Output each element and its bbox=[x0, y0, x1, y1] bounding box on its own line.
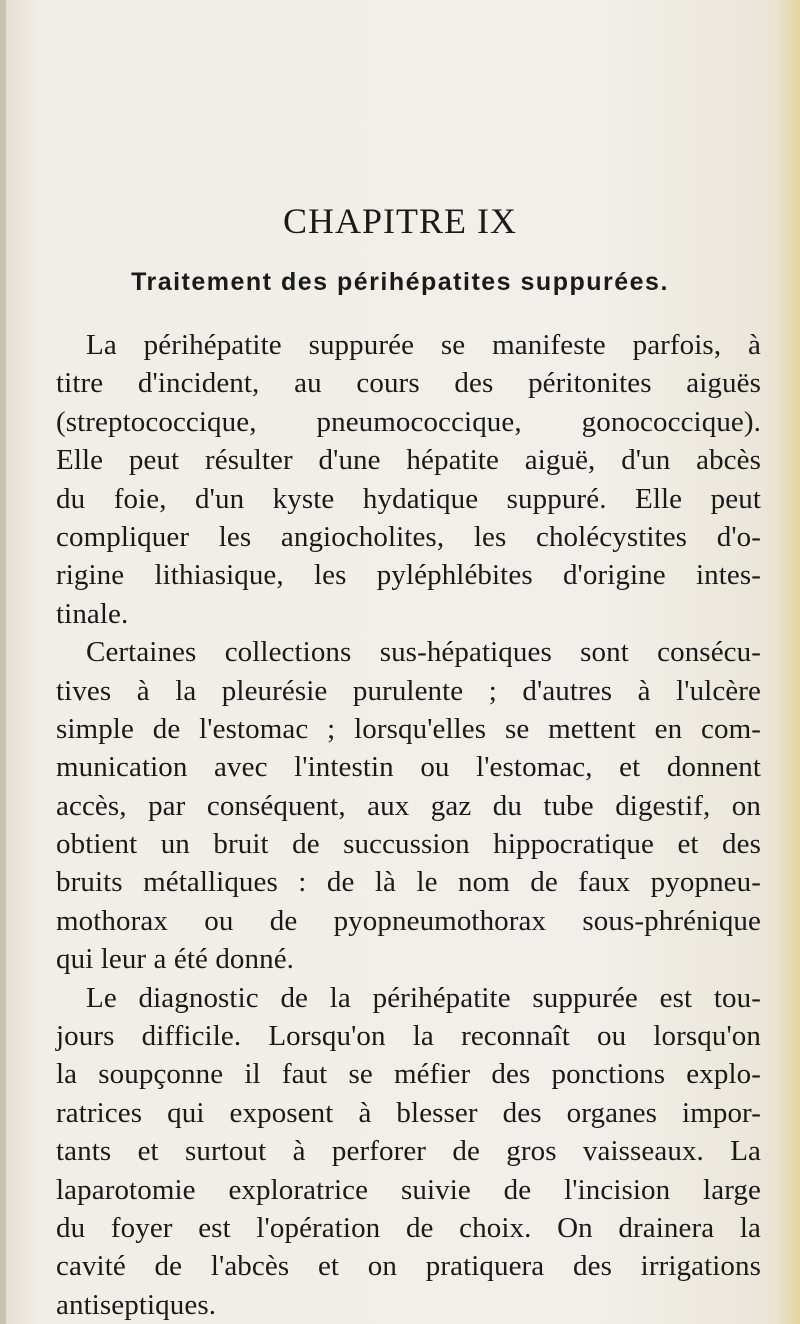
text-line: qui leur a été donné. bbox=[56, 943, 295, 976]
text-line: accès, par conséquent, aux gaz du tube digestif, on bbox=[56, 789, 761, 822]
text-line: antiseptiques. bbox=[56, 1288, 217, 1321]
text-line: simple de l'estomac ; lorsqu'elles se mettent en com- bbox=[56, 712, 761, 745]
text-line: La périhépatite suppurée se manifeste parfois, à bbox=[86, 329, 761, 361]
text-line: cavité de l'abcès et on pratiquera des irrigations bbox=[56, 1250, 761, 1283]
text-line: ratrices qui exposent à blesser des organes impor- bbox=[56, 1096, 761, 1129]
section-title: Traitement des périhépatites suppurées. bbox=[131, 268, 669, 296]
text-line: rigine lithiasique, les pyléphlébites d'origine intes- bbox=[56, 559, 761, 592]
text-line: du foie, d'un kyste hydatique suppuré. Elle peut bbox=[56, 482, 761, 515]
text-line: compliquer les angiocholites, les cholécystites d'o- bbox=[56, 520, 761, 553]
text-line: tives à la pleurésie purulente ; d'autres à l'ulcère bbox=[56, 674, 761, 707]
text-line: tants et surtout à perforer de gros vaisseaux. La bbox=[56, 1135, 761, 1168]
text-line: mothorax ou de pyopneumothorax sous-phrénique bbox=[56, 904, 761, 937]
text-line: munication avec l'intestin ou l'estomac, et donnent bbox=[56, 751, 761, 784]
text-line: du foyer est l'opération de choix. On drainera la bbox=[56, 1211, 761, 1244]
text-line: obtient un bruit de succussion hippocratique et des bbox=[56, 828, 761, 861]
text-line: tinale. bbox=[56, 597, 129, 630]
page-right-edge bbox=[776, 0, 800, 1324]
text-line: la soupçonne il faut se méfier des ponctions explo- bbox=[56, 1058, 761, 1091]
text-line: Le diagnostic de la périhépatite suppurée est tou- bbox=[86, 981, 761, 1014]
chapter-title: CHAPITRE IX bbox=[283, 201, 517, 241]
text-line: jours difficile. Lorsqu'on la reconnaît ou lorsqu'on bbox=[56, 1020, 761, 1053]
text-line: titre d'incident, au cours des péritonites aiguës bbox=[56, 367, 761, 400]
text-line: bruits métalliques : de là le nom de faux pyopneu- bbox=[56, 866, 761, 899]
text-line: Elle peut résulter d'une hépatite aiguë, d'un abcès bbox=[56, 444, 761, 477]
text-line: Certaines collections sus-hépatiques sont consécu- bbox=[86, 636, 761, 669]
text-line: (streptococcique, pneumococcique, gonococcique). bbox=[56, 405, 761, 438]
body-text bbox=[56, 326, 761, 1324]
page-left-edge bbox=[0, 0, 6, 1324]
text-line: laparotomie exploratrice suivie de l'incision large bbox=[56, 1173, 761, 1206]
